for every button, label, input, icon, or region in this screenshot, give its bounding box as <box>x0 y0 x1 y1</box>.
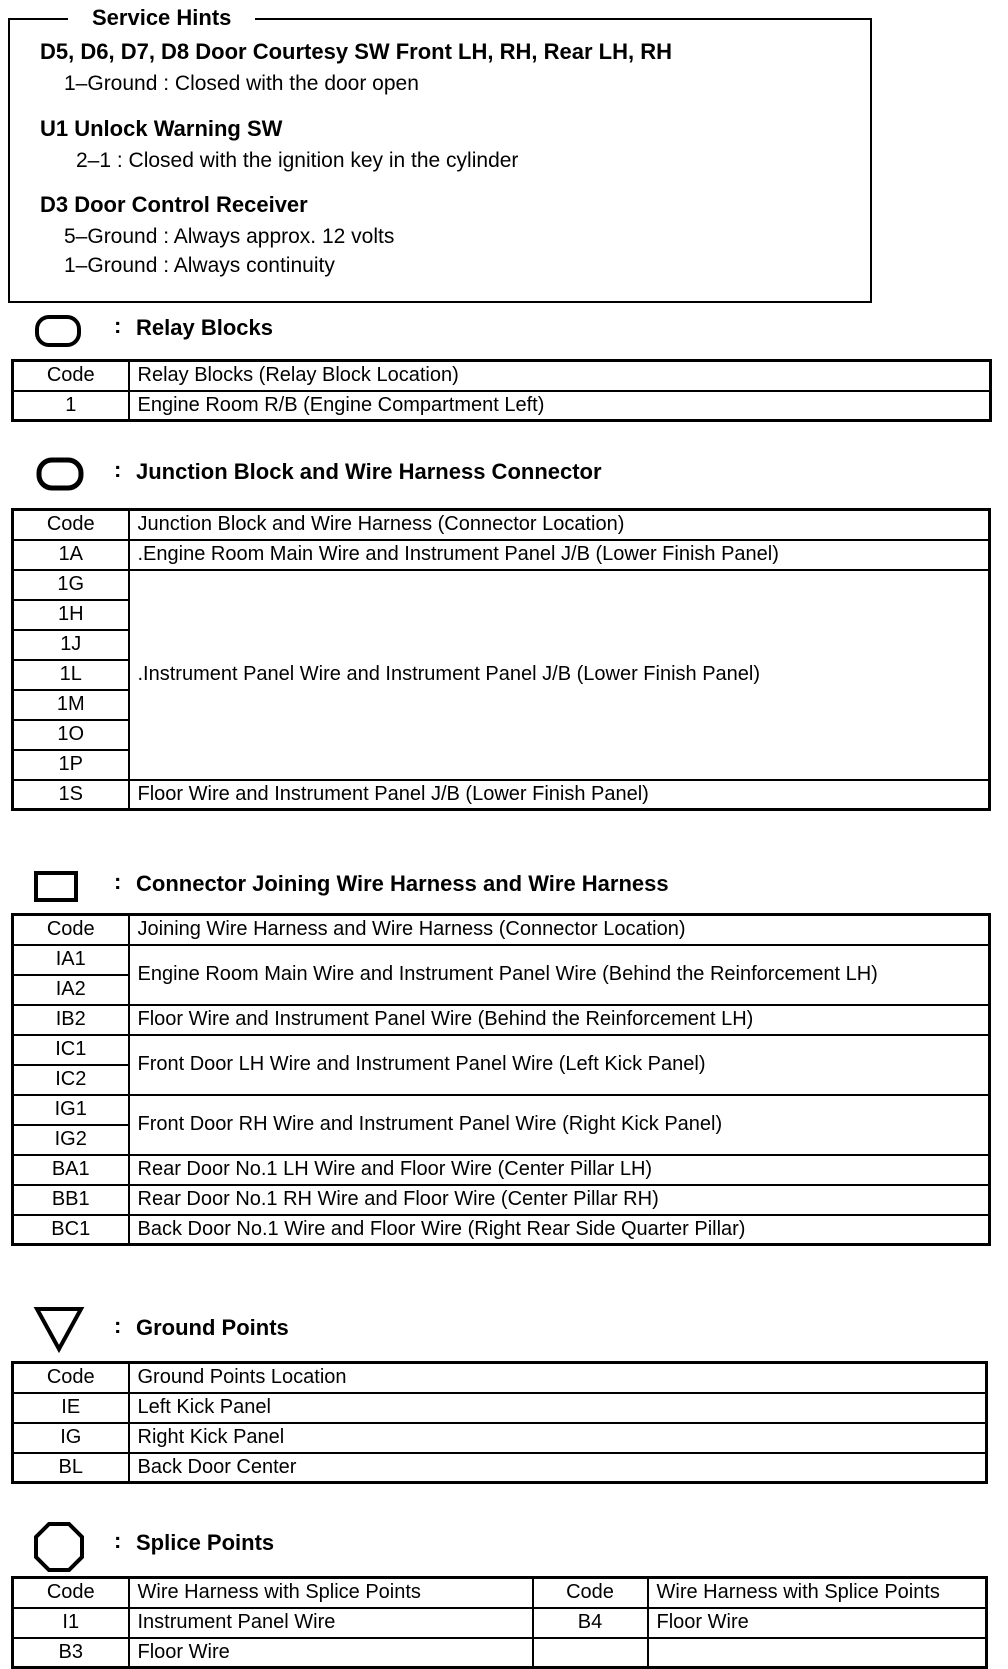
table-header-row <box>13 361 991 391</box>
code-cell: I1 <box>13 1608 129 1638</box>
table-row <box>13 780 990 810</box>
table-row <box>13 1393 987 1423</box>
desc-cell: Rear Door No.1 LH Wire and Floor Wire (Center Pillar LH) <box>129 1155 990 1185</box>
code-cell: 1G <box>13 570 129 600</box>
desc-cell: Back Door Center <box>129 1453 987 1483</box>
section-colon: : <box>114 457 122 482</box>
hint-line: 1–Ground : Closed with the door open <box>64 72 419 95</box>
code-cell: 1S <box>13 780 129 810</box>
code-cell: 1J <box>13 630 129 660</box>
desc-cell: Floor Wire and Instrument Panel J/B (Lower Finish Panel) <box>129 780 990 810</box>
junction-blocks-table <box>11 508 991 811</box>
code-cell: BL <box>13 1453 129 1483</box>
connector-symbol-icon <box>33 870 81 904</box>
ground-point-symbol-icon <box>33 1305 85 1353</box>
ground-points-table <box>11 1361 988 1484</box>
code-cell: IA2 <box>13 975 129 1005</box>
hint-heading: U1 Unlock Warning SW <box>40 116 283 141</box>
section-title-splice-points: Splice Points <box>136 1530 275 1555</box>
header-cell: Code <box>13 361 129 391</box>
desc-cell: Front Door LH Wire and Instrument Panel Wire (Left Kick Panel) <box>129 1035 990 1095</box>
code-cell: BB1 <box>13 1185 129 1215</box>
header-cell: Code <box>13 510 129 540</box>
header-cell: Joining Wire Harness and Wire Harness (Connector Location) <box>129 915 990 945</box>
desc-cell: Right Kick Panel <box>129 1423 987 1453</box>
table-row <box>13 1215 990 1245</box>
table-header-row <box>13 1578 987 1608</box>
table-row <box>13 1005 990 1035</box>
table-header-row <box>13 510 990 540</box>
desc-cell <box>648 1638 987 1668</box>
relay-blocks-table <box>11 359 992 422</box>
header-cell: Ground Points Location <box>129 1363 987 1393</box>
section-title-connectors: Connector Joining Wire Harness and Wire Harness <box>136 871 669 896</box>
code-cell: 1P <box>13 750 129 780</box>
desc-cell: Instrument Panel Wire <box>129 1608 533 1638</box>
header-cell: Code <box>13 1578 129 1608</box>
junction-block-symbol-icon <box>36 457 84 491</box>
table-row <box>13 1423 987 1453</box>
table-row <box>13 945 990 975</box>
table-row <box>13 391 991 421</box>
table-row <box>13 1095 990 1125</box>
code-cell: IC1 <box>13 1035 129 1065</box>
header-cell: Wire Harness with Splice Points <box>648 1578 987 1608</box>
service-hints-title: Service Hints <box>68 4 255 32</box>
header-cell: Code <box>13 915 129 945</box>
code-cell: BC1 <box>13 1215 129 1245</box>
hint-heading: D3 Door Control Receiver <box>40 192 308 217</box>
section-colon: : <box>114 313 122 338</box>
code-cell: IC2 <box>13 1065 129 1095</box>
header-cell: Wire Harness with Splice Points <box>129 1578 533 1608</box>
table-row <box>13 1185 990 1215</box>
code-cell: IB2 <box>13 1005 129 1035</box>
code-cell: 1O <box>13 720 129 750</box>
splice-points-table <box>11 1576 988 1669</box>
section-colon: : <box>114 869 122 894</box>
code-cell: B4 <box>533 1608 648 1638</box>
code-cell: 1M <box>13 690 129 720</box>
header-cell: Junction Block and Wire Harness (Connector Location) <box>129 510 990 540</box>
table-header-row <box>13 915 990 945</box>
table-header-row <box>13 1363 987 1393</box>
desc-cell: Floor Wire and Instrument Panel Wire (Behind the Reinforcement LH) <box>129 1005 990 1035</box>
code-cell: IE <box>13 1393 129 1423</box>
section-colon: : <box>114 1313 122 1338</box>
desc-cell: Floor Wire <box>648 1608 987 1638</box>
desc-cell: Front Door RH Wire and Instrument Panel Wire (Right Kick Panel) <box>129 1095 990 1155</box>
desc-cell: Engine Room R/B (Engine Compartment Left) <box>129 391 991 421</box>
code-cell: B3 <box>13 1638 129 1668</box>
section-title-ground-points: Ground Points <box>136 1315 289 1340</box>
hint-line: 2–1 : Closed with the ignition key in the cylinder <box>76 149 519 172</box>
header-cell: Code <box>533 1578 648 1608</box>
table-row <box>13 1035 990 1065</box>
code-cell: 1A <box>13 540 129 570</box>
table-row <box>13 1155 990 1185</box>
table-row <box>13 1608 987 1638</box>
table-row <box>13 1453 987 1483</box>
desc-cell: Floor Wire <box>129 1638 533 1668</box>
section-title-relay-blocks: Relay Blocks <box>136 315 273 340</box>
header-cell: Code <box>13 1363 129 1393</box>
relay-block-symbol-icon <box>34 314 82 348</box>
section-title-junction-blocks: Junction Block and Wire Harness Connector <box>136 459 602 484</box>
desc-cell: Left Kick Panel <box>129 1393 987 1423</box>
hint-line: 1–Ground : Always continuity <box>64 254 335 277</box>
code-cell <box>533 1638 648 1668</box>
desc-cell: .Instrument Panel Wire and Instrument Panel J/B (Lower Finish Panel) <box>129 570 990 780</box>
code-cell: 1 <box>13 391 129 421</box>
table-row <box>13 570 990 600</box>
header-cell: Relay Blocks (Relay Block Location) <box>129 361 991 391</box>
code-cell: 1H <box>13 600 129 630</box>
code-cell: IG2 <box>13 1125 129 1155</box>
desc-cell: .Engine Room Main Wire and Instrument Panel J/B (Lower Finish Panel) <box>129 540 990 570</box>
table-row <box>13 1638 987 1668</box>
code-cell: IA1 <box>13 945 129 975</box>
connectors-table <box>11 913 991 1246</box>
hint-line: 5–Ground : Always approx. 12 volts <box>64 225 395 248</box>
hint-heading: D5, D6, D7, D8 Door Courtesy SW Front LH, RH, Rear LH, RH <box>40 39 672 64</box>
code-cell: IG <box>13 1423 129 1453</box>
code-cell: BA1 <box>13 1155 129 1185</box>
desc-cell: Rear Door No.1 RH Wire and Floor Wire (Center Pillar RH) <box>129 1185 990 1215</box>
code-cell: IG1 <box>13 1095 129 1125</box>
section-colon: : <box>114 1528 122 1553</box>
splice-point-symbol-icon <box>33 1521 85 1573</box>
table-row <box>13 540 990 570</box>
code-cell: 1L <box>13 660 129 690</box>
desc-cell: Back Door No.1 Wire and Floor Wire (Right Rear Side Quarter Pillar) <box>129 1215 990 1245</box>
desc-cell: Engine Room Main Wire and Instrument Panel Wire (Behind the Reinforcement LH) <box>129 945 990 1005</box>
